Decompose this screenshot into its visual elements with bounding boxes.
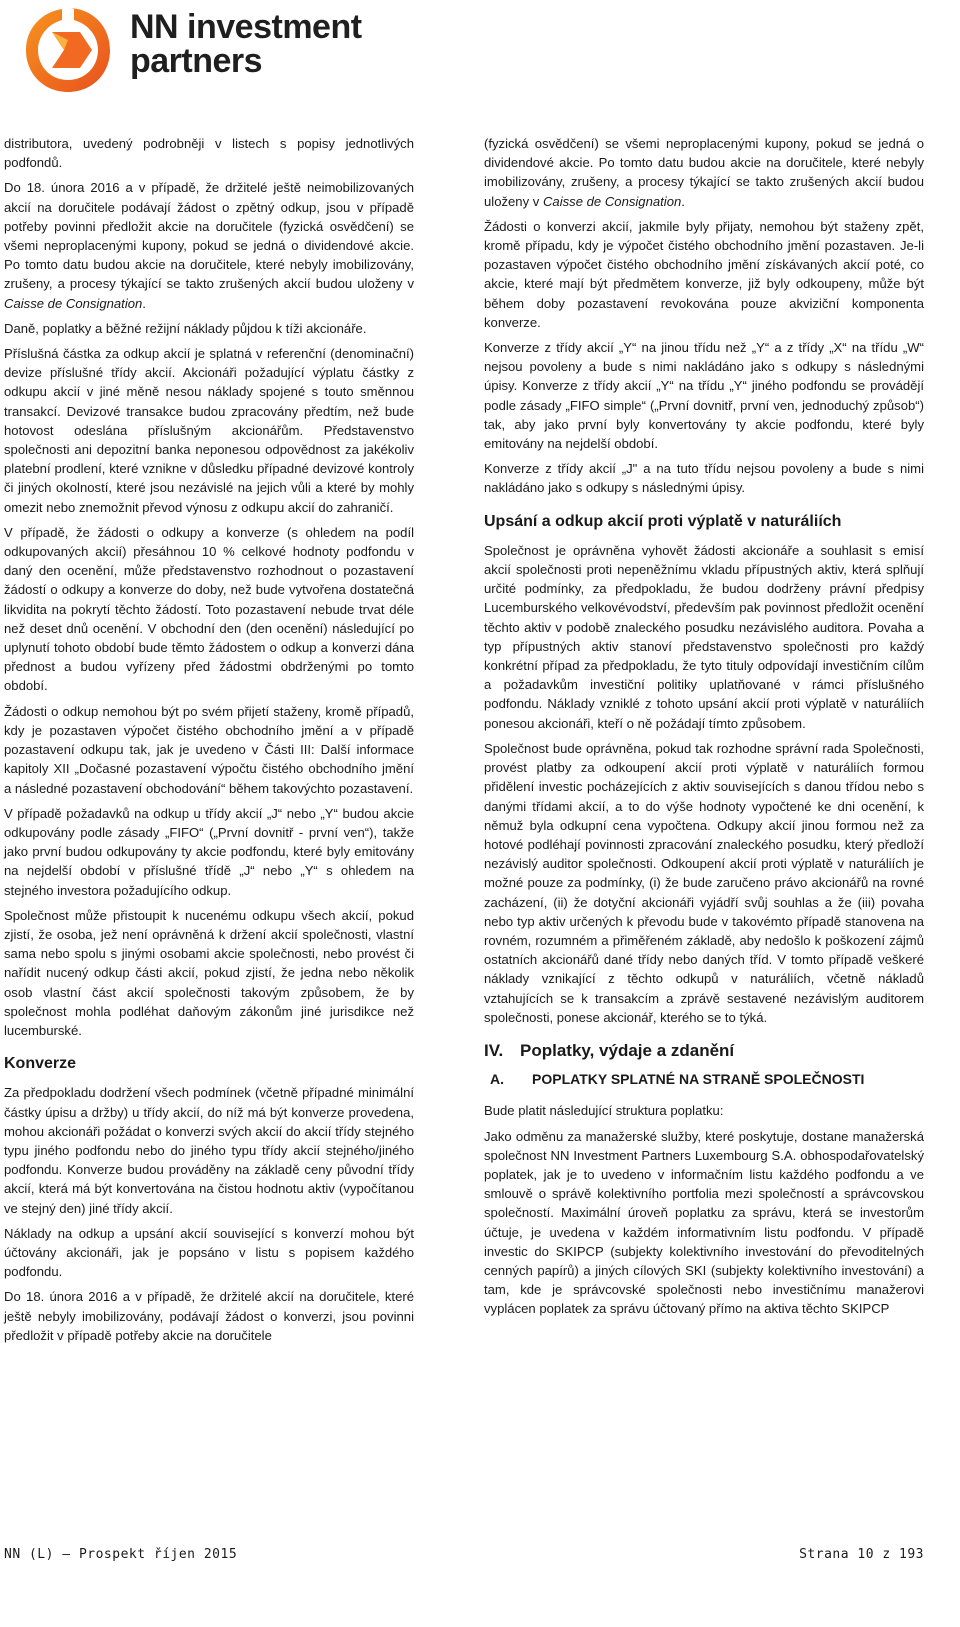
paragraph: Společnost je oprávněna vyhovět žádosti akcionáře a souhlasit s emisí akcií společnosti proti nepeněžnímu vkladu přípustných aktiv, která splňují určité podmínky, za předpokladu, že budou dodrženy právní předpisy Lucemburského velkovévodství, především pak povinnost předložit ocenění těchto aktiv v podobě znaleckého posudku nezávislého auditora. Povaha a typ přípustných aktiv stanoví představenstvo společnosti pro každý konkrétní případ za předpokladu, že tyto tituly odpovídají investičním cílům a požadavkům investiční politiky uplatňované v rámci příslušného podfondu. Náklady vzniklé z tohoto upsání akcií proti výplatě v naturáliích ponesou akcionáři, kteří o ně požádají tímto způsobem. xyxy=(484,542,924,731)
paragraph: Příslušná částka za odkup akcií je splatná v referenční (denominační) devize příslušné třídy akcií. Akcionáři požadující výplatu částky z odkupu akcií v jiné měně nesou náklady spojené s touto směnnou transakcí. Devizové transakce budou zpracovány předtím, než bude hotovost odeslána příslušným akcionářům. Představenstvo společnosti ani depozitní banka neponesou odpovědnost za jakékoliv platební prodlení, které vznikne v důsledku případné devizové kontroly či jiných okolností, které jsou nezávislé na jejich vůli a které by mohly omezit nebo znemožnit převod výnosu z odkupu akcií do zahraničí. xyxy=(4,346,414,515)
paragraph: Společnost může přistoupit k nucenému odkupu všech akcií, pokud zjistí, že osoba, jež není oprávněná k držení akcií společnosti, vlastní sama nebo spolu s jinými osobami akcie společnosti, nebo provést či nařídit nucený odkup části akcií, pokud zjistí, že jedna nebo několik osob vlastní část akcií společnosti takovým způsobem, že by společnost mohla podléhat daňovým zákonům jiné jurisdikce než lucemburské. xyxy=(4,907,414,1038)
section-heading-konverze: Konverze xyxy=(4,1055,77,1073)
right-column xyxy=(484,134,924,1325)
paragraph: Do 18. února 2016 a v případě, že držitelé akcií na doručitele, které ještě nebyly imobilizovány, podávají žádost o konverzi, jsou povinni předložit v případě potřeby akcie na doručitele xyxy=(4,1289,414,1343)
paragraph: V případě, že žádosti o odkupy a konverze (s ohledem na podíl odkupovaných akcií) přesáhnou 10 % celkové hodnoty podfondu v daný den ocenění, může představenstvo rozhodnout o pozastavení žádostí o odkupy a konverze do doby, než bude vytvořena dostatečná likvidita na pokrytí těchto žádostí. Toto pozastavení nebude trvat déle než deset dnů ocenění. V obchodní den (den ocenění) následující po uplynutí tohoto období bude těmto žádostem o odkup a konverzi dána přednost a budou vyřízeny před žádostmi obdrženými po tomto období. xyxy=(4,524,414,694)
paragraph: Žádosti o odkup nemohou být po svém přijetí staženy, kromě případů, kdy je pozastaven výpočet čistého obchodního jmění a v případě pozastavení odkupu tak, jak je uvedeno v Části III: Další informace kapitoly XII „Dočasné pozastavení výpočtu čistého obchodního jmění a následné pozastavení obchodování“ během takovýchto pozastavení. xyxy=(4,703,414,796)
paragraph: Žádosti o konverzi akcií, jakmile byly přijaty, nemohou být staženy zpět, kromě případu, kdy je výpočet čistého obchodního jmění pozastaven. Je-li pozastaven výpočet čistého obchodního jmění získávaných akcií poté, co akcie, které mají být předmětem konverze, již byly odkoupeny, může být během doby pozastavení revokována pouze akviziční komponenta konverze. xyxy=(484,218,924,330)
left-column xyxy=(4,134,414,1351)
footer-document-title: NN (L) – Prospekt říjen 2015 xyxy=(4,1547,238,1562)
subsection-heading: A. POPLATKY SPLATNÉ NA STRANĚ SPOLEČNOSTI xyxy=(490,1071,865,1088)
paragraph: Konverze z třídy akcií „J" a na tuto třídu nejsou povoleny a bude s nimi nakládáno jako s odkupy s následnými úpisy. xyxy=(484,461,924,496)
paragraph: Bude platit následující struktura poplatku: xyxy=(484,1103,724,1119)
paragraph: Jako odměnu za manažerské služby, které poskytuje, dostane manažerská společnost NN Investment Partners Luxembourg S.A. obhospodařovatelský poplatek, jak je to uvedeno v informačním listu každého podfondu a ve smlouvě o správě kolektivního portfolia mezi společností a správcovskou společností. Maximální úroveň poplatku za správu, která se investorům účtuje, je uvedena v každém informativním listu podfondu. V případě investic do SKIPCP (subjekty kolektivního investování do převoditelných cenných papírů) a jiných cílových SKI (subjekty kolektivního investování) a tam, kde je správcovské společnosti nebo investičnímu manažerovi vyplácen poplatek za správu účtovaný přímo na aktiva těchto SKIPCP xyxy=(484,1128,924,1317)
paragraph: (fyzická osvědčení) se všemi neproplacenými kupony, pokud se jedná o dividendové akcie. Po tomto datu budou akcie na doručitele, které nebyly imobilizovány, zrušeny, a procesy týkající se takto zrušených akcií budou uloženy v Caisse de Consignation. xyxy=(484,136,924,209)
paragraph: Do 18. února 2016 a v případě, že držitelé ještě neimobilizovaných akcií na doručitele podávají žádost o zpětný odkup, jsou v případě potřeby povinni předložit akcie na doručitele (fyzická osvědčení) se všemi neproplacenými kupony, pokud se jedná o dividendové akcie. Po tomto datu budou akcie na doručitele, které nebyly imobilizovány, zrušeny, a procesy týkající se takto zrušených akcií budou uloženy v Caisse de Consignation. xyxy=(4,180,414,311)
brand-line-2: partners xyxy=(130,42,263,80)
company-logo xyxy=(22,2,362,102)
paragraph: distributora, uvedený podrobněji v listech s popisy jednotlivých podfondů. xyxy=(4,136,414,171)
paragraph: Konverze z třídy akcií „Y“ na jinou třídu než „Y“ a z třídy „X“ na třídu „W“ nejsou povoleny a bude s nimi nakládáno jako s odkupy s následnými úpisy. Konverze z třídy akcií „Y“ na třídu „Y“ jiného podfondu se provádějí podle zásady „FIFO simple“ („První dovnitř, první ven, jednoduchý způsob“) tak, aby jako první byly konvertovány ty akcie podfondu, které byly emitovány na nejdelší období. xyxy=(484,340,924,452)
paragraph: V případě požadavků na odkup u třídy akcií „J“ nebo „Y“ budou akcie odkupovány podle zásady „FIFO“ („První dovnitř - první ven“), takže jako první budou odkupovány ty akcie podfondu, které byly emitovány na nejdelší období v příslušné třídě „J“ nebo „Y“ s ohledem na stejného investora požadujícího odkup. xyxy=(4,805,414,898)
page-footer xyxy=(4,1547,924,1562)
brand-line-1: NN investment xyxy=(130,8,362,46)
paragraph: Daně, poplatky a běžné režijní náklady půjdou k tíži akcionáře. xyxy=(4,320,367,336)
chapter-heading: IV. Poplatky, výdaje a zdanění xyxy=(484,1040,735,1060)
brand-name xyxy=(130,10,362,78)
footer-page-number: Strana 10 z 193 xyxy=(799,1547,924,1562)
paragraph: Společnost bude oprávněna, pokud tak rozhodne správní rada Společnosti, provést platby za odkoupení akcií proti výplatě v naturáliích formou přidělení investic pocházejících z aktiv souvisejících s danou třídou nebo s danými třídami akcií, a to do výše hodnoty vypočtené ke dni ocenění, k němuž byla odkupní cena vypočtena. Odkupy akcií jinou formou než za hotové podléhají povinnosti zpracování znaleckého posudku, který předloží nezávislý auditor společnosti. Odkoupení akcií proti výplatě v naturáliích je možné pouze za podmínky, (i) že bude zaručeno právo akcionářů na rovné zacházení, (ii) že dotyční akcionáři vyjádří svůj souhlas a že (iii) povaha nebo typ aktiv určených k převodu bude v takovémto případě stanovena na rovném, rozumném a přiměřeném základě, aby nedošlo k poškození zájmů ostatních akcionářů dané třídy nebo daných tříd. V tomto případě veškeré náklady vznikající z těchto odkupů v naturáliích, včetně nákladů vztahujících se k transakcím a zprávě sestavené nezávislým auditorem společnosti, ponese akcionář, kterého se to týká. xyxy=(484,740,924,1025)
section-heading-upsani: Upsání a odkup akcií proti výplatě v naturáliích xyxy=(484,512,842,530)
paragraph: Náklady na odkup a upsání akcií související s konverzí mohou být účtovány akcionáři, jak je popsáno v listu s popisem každého podfondu. xyxy=(4,1225,414,1280)
nn-lion-logo-icon xyxy=(22,2,114,94)
paragraph: Za předpokladu dodržení všech podmínek (včetně případné minimální částky úpisu a držby) u třídy akcií, do níž má být konverze provedena, mohou akcionáři požádat o konverzi svých akcií do akcií třídy stejného typu jiného podfondu nebo do jiného typu třídy akcií stejného/jiného podfondu. Konverze budou prováděny na základě ceny původní třídy akcií, která má být konvertována na čistou hodnotu aktiv (vypočítanou ve stejný den) jiné třídy akcií. xyxy=(4,1085,414,1216)
